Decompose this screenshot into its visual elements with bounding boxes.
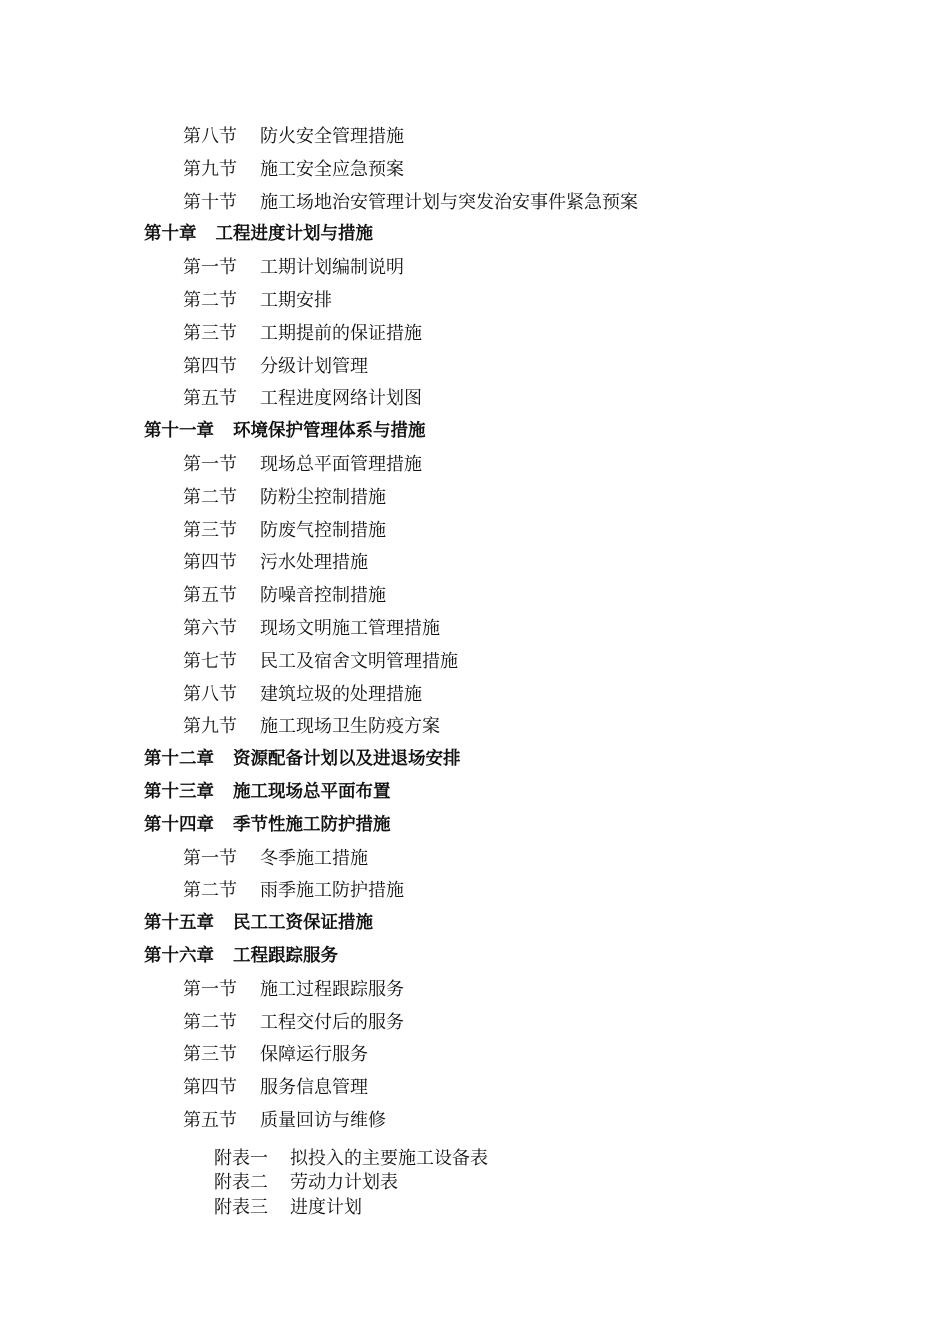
toc-entry-number: 第二节 — [183, 880, 237, 901]
toc-entry-title: 进度计划 — [290, 1197, 362, 1218]
toc-entry-title: 工期计划编制说明 — [260, 257, 404, 278]
toc-entry-number: 附表三 — [214, 1197, 268, 1218]
toc-entry-number: 第九节 — [183, 159, 237, 180]
toc-entry-number: 第二节 — [183, 487, 237, 508]
toc-entry-title: 工程进度网络计划图 — [260, 388, 422, 409]
toc-entry-title: 建筑垃圾的处理措施 — [260, 684, 422, 705]
toc-section-entry — [183, 1038, 368, 1071]
toc-appendix-entry — [214, 1146, 488, 1171]
toc-entry-title: 施工安全应急预案 — [260, 159, 404, 180]
toc-entry-title: 资源配备计划以及进退场安排 — [233, 749, 461, 769]
toc-entry-title: 污水处理措施 — [260, 552, 368, 573]
toc-section-entry — [183, 284, 332, 317]
toc-entry-title: 工期安排 — [260, 290, 332, 311]
toc-entry-title: 分级计划管理 — [260, 356, 368, 377]
toc-entry-title: 施工过程跟踪服务 — [260, 979, 404, 1000]
toc-entry-number: 第四节 — [183, 1077, 237, 1098]
toc-section-entry — [183, 842, 368, 875]
toc-entry-number: 第十五章 — [144, 913, 214, 933]
toc-entry-title: 防废气控制措施 — [260, 520, 386, 541]
toc-entry-title: 工程进度计划与措施 — [215, 224, 373, 244]
toc-section-entry — [183, 317, 422, 350]
toc-entry-title: 拟投入的主要施工设备表 — [290, 1148, 488, 1169]
toc-entry-title: 工程跟踪服务 — [233, 946, 338, 966]
toc-entry-number: 第十章 — [144, 224, 197, 244]
toc-section-entry — [183, 382, 422, 415]
toc-entry-title: 服务信息管理 — [260, 1077, 368, 1098]
toc-section-entry — [183, 251, 404, 284]
toc-entry-number: 第五节 — [183, 1110, 237, 1131]
toc-entry-title: 施工场地治安管理计划与突发治安事件紧急预案 — [260, 192, 638, 213]
toc-entry-title: 冬季施工措施 — [260, 848, 368, 869]
toc-section-entry — [183, 350, 368, 383]
toc-appendix-entry — [214, 1170, 398, 1195]
toc-entry-title: 防噪音控制措施 — [260, 585, 386, 606]
toc-section-entry — [183, 678, 422, 711]
toc-entry-number: 第五节 — [183, 388, 237, 409]
toc-entry-title: 环境保护管理体系与措施 — [233, 421, 426, 441]
toc-section-entry — [183, 1071, 368, 1104]
toc-entry-title: 现场文明施工管理措施 — [260, 618, 440, 639]
toc-section-entry — [183, 973, 404, 1006]
toc-entry-number: 第五节 — [183, 585, 237, 606]
toc-entry-title: 季节性施工防护措施 — [233, 815, 391, 835]
toc-entry-number: 第十节 — [183, 192, 237, 213]
toc-entry-number: 附表一 — [214, 1148, 268, 1169]
toc-entry-number: 第十四章 — [144, 815, 214, 835]
toc-section-entry — [183, 120, 404, 153]
toc-entry-title: 现场总平面管理措施 — [260, 454, 422, 475]
toc-entry-number: 第四节 — [183, 552, 237, 573]
toc-section-entry — [183, 1006, 404, 1039]
toc-section-entry — [183, 186, 638, 219]
toc-entry-number: 第二节 — [183, 290, 237, 311]
toc-entry-title: 施工现场总平面布置 — [233, 782, 391, 802]
toc-section-entry — [183, 579, 386, 612]
toc-entry-title: 防粉尘控制措施 — [260, 487, 386, 508]
toc-entry-number: 第四节 — [183, 356, 237, 377]
toc-entry-number: 第十六章 — [144, 946, 214, 966]
toc-chapter-entry — [144, 940, 338, 973]
toc-section-entry — [183, 612, 440, 645]
toc-section-entry — [183, 874, 404, 907]
toc-entry-number: 第八节 — [183, 684, 237, 705]
toc-chapter-entry — [144, 809, 391, 842]
toc-chapter-entry — [144, 776, 391, 809]
toc-entry-number: 第七节 — [183, 651, 237, 672]
toc-entry-number: 第二节 — [183, 1012, 237, 1033]
toc-section-entry — [183, 153, 404, 186]
toc-appendix-entry — [214, 1195, 362, 1220]
toc-entry-number: 第九节 — [183, 716, 237, 737]
toc-section-entry — [183, 645, 458, 678]
toc-entry-number: 第十三章 — [144, 782, 214, 802]
toc-entry-number: 第三节 — [183, 1044, 237, 1065]
toc-entry-title: 质量回访与维修 — [260, 1110, 386, 1131]
toc-entry-number: 第六节 — [183, 618, 237, 639]
toc-entry-number: 第一节 — [183, 848, 237, 869]
toc-entry-number: 第一节 — [183, 979, 237, 1000]
toc-entry-title: 工期提前的保证措施 — [260, 323, 422, 344]
toc-section-entry — [183, 710, 440, 743]
toc-entry-number: 第十二章 — [144, 749, 214, 769]
toc-entry-title: 民工工资保证措施 — [233, 913, 373, 933]
toc-entry-number: 第三节 — [183, 520, 237, 541]
toc-entry-number: 第十一章 — [144, 421, 214, 441]
toc-entry-title: 施工现场卫生防疫方案 — [260, 716, 440, 737]
toc-section-entry — [183, 448, 422, 481]
toc-entry-title: 工程交付后的服务 — [260, 1012, 404, 1033]
toc-section-entry — [183, 546, 368, 579]
toc-section-entry — [183, 1104, 386, 1137]
toc-entry-number: 第八节 — [183, 126, 237, 147]
toc-section-entry — [183, 481, 386, 514]
toc-entry-title: 民工及宿舍文明管理措施 — [260, 651, 458, 672]
toc-section-entry — [183, 514, 386, 547]
toc-entry-number: 第三节 — [183, 323, 237, 344]
toc-entry-number: 第一节 — [183, 257, 237, 278]
toc-chapter-entry — [144, 218, 373, 251]
toc-entry-title: 雨季施工防护措施 — [260, 880, 404, 901]
toc-entry-title: 保障运行服务 — [260, 1044, 368, 1065]
toc-chapter-entry — [144, 415, 426, 448]
toc-entry-number: 附表二 — [214, 1172, 268, 1193]
toc-chapter-entry — [144, 907, 373, 940]
toc-entry-number: 第一节 — [183, 454, 237, 475]
toc-entry-title: 劳动力计划表 — [290, 1172, 398, 1193]
toc-chapter-entry — [144, 743, 461, 776]
toc-entry-title: 防火安全管理措施 — [260, 126, 404, 147]
